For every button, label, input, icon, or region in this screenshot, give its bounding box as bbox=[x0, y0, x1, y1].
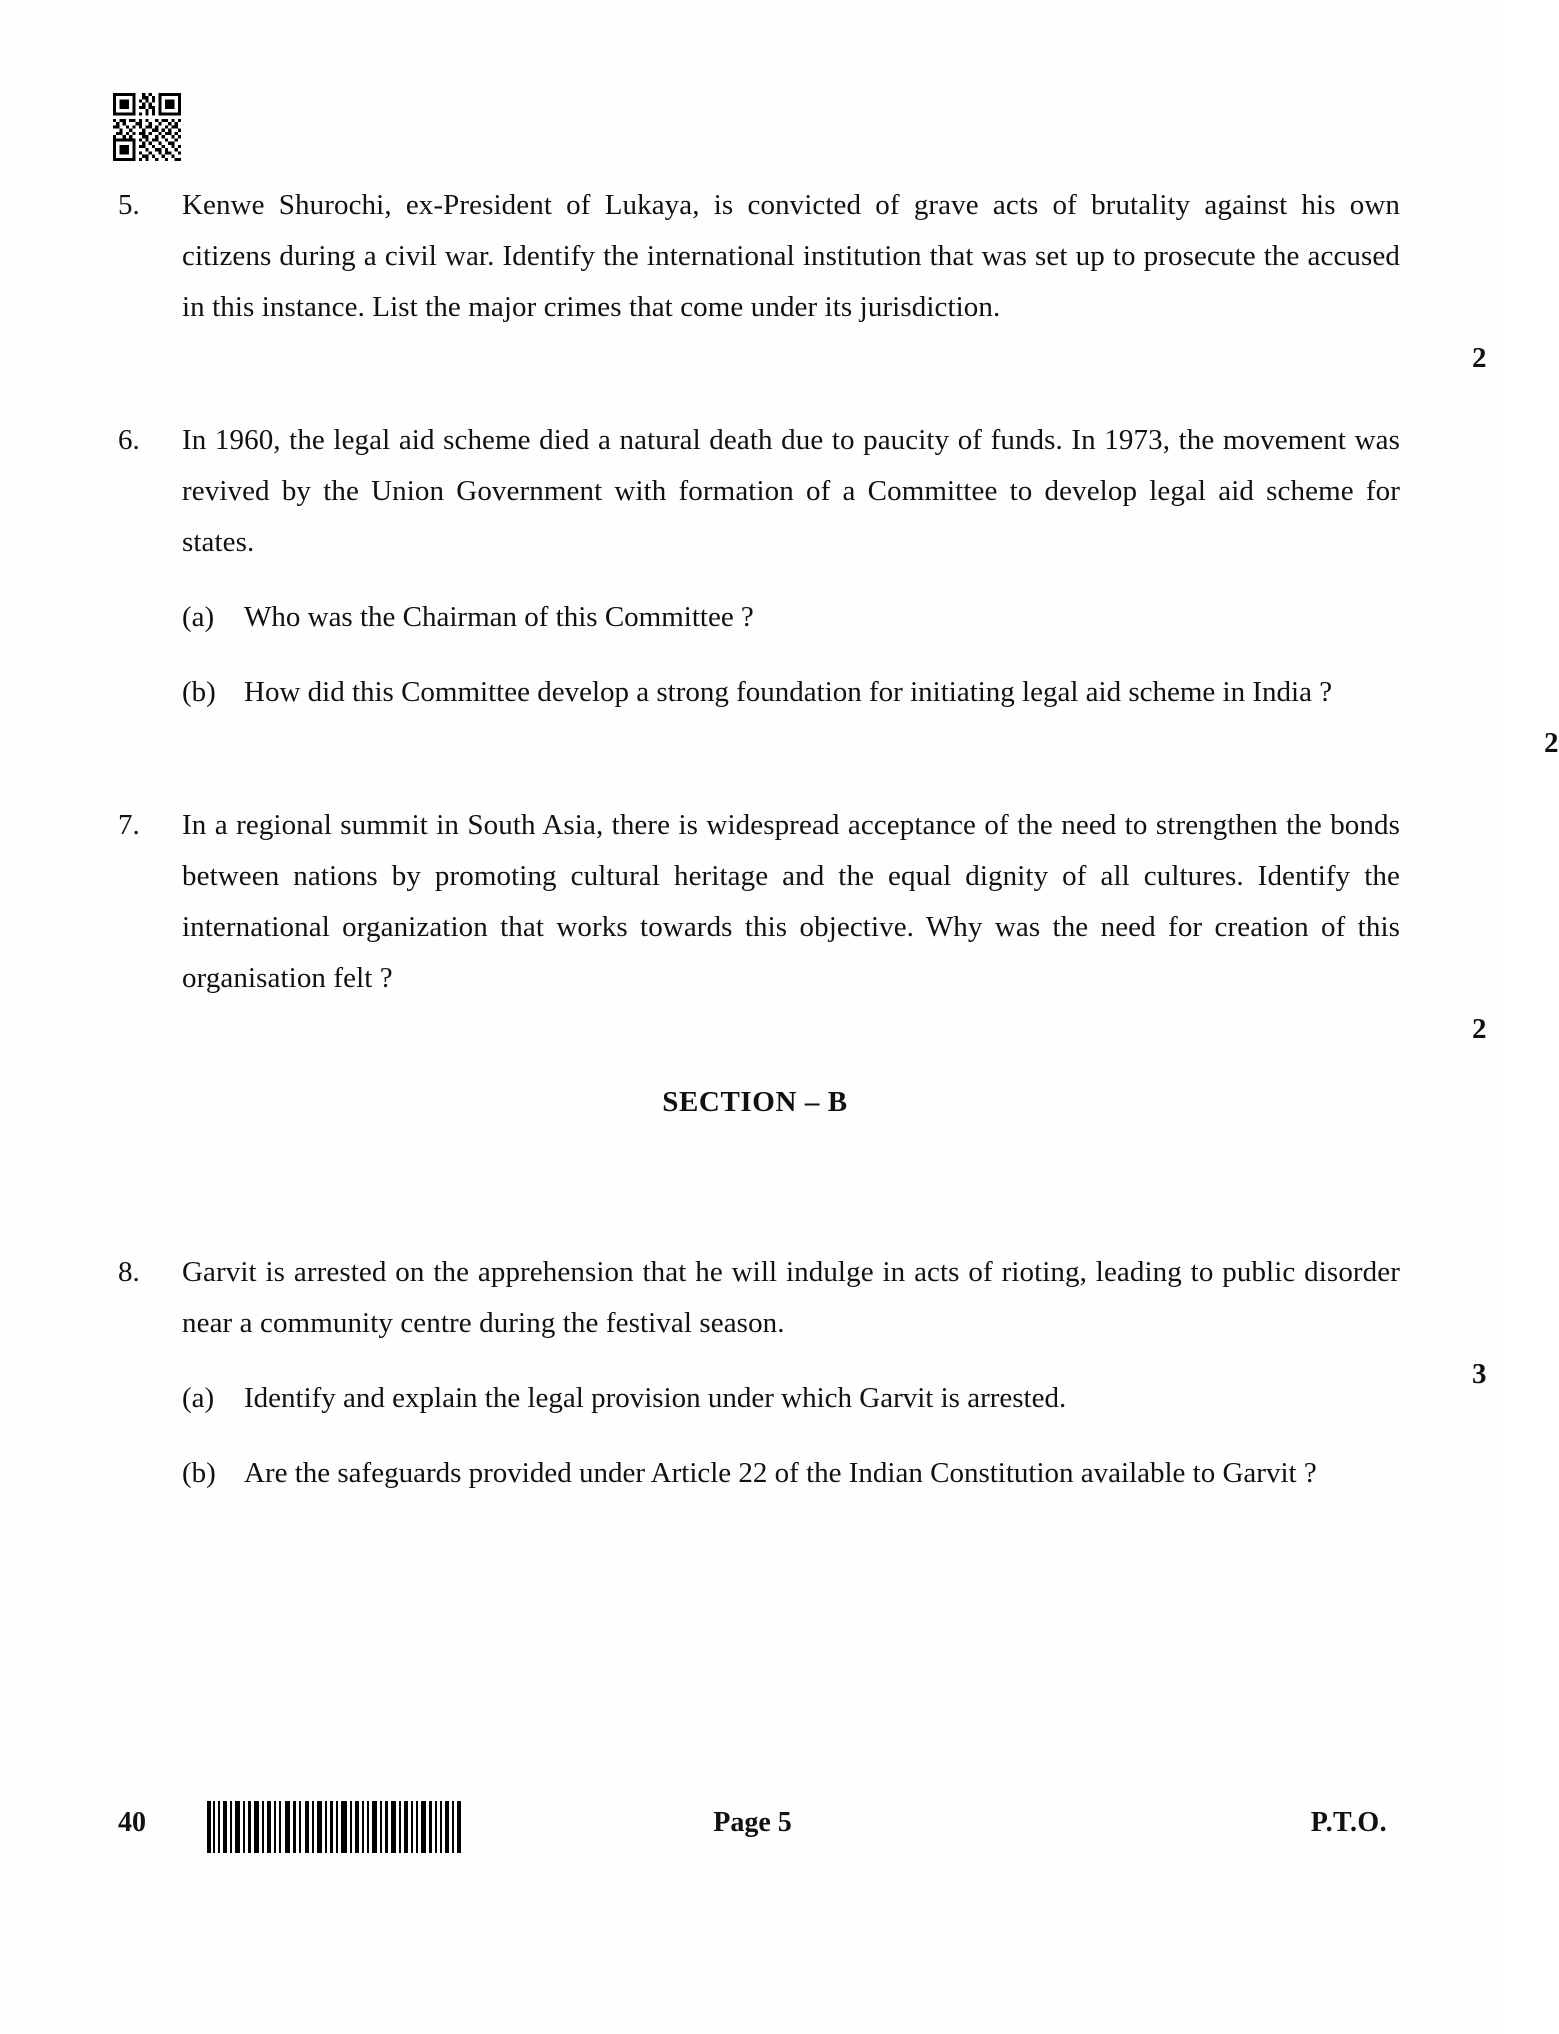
sub-item-text: Identify and explain the legal provision under which Garvit is arrested. bbox=[244, 1382, 1067, 1414]
question-text: In 1960, the legal aid scheme died a natural death due to paucity of funds. In 1973, the movement was revived by the Union Government with formation of a Committee to develop legal aid scheme for states. bbox=[182, 424, 1400, 558]
paper-code: 40 bbox=[118, 1807, 146, 1838]
question-item-5 bbox=[110, 180, 1487, 374]
question-8-sub-b bbox=[182, 1448, 1400, 1499]
spacer bbox=[110, 1201, 1400, 1247]
sub-item-label: (a) bbox=[182, 1382, 215, 1414]
question-marks: 3 bbox=[1472, 1358, 1487, 1390]
sub-item-text: Who was the Chairman of this Committee ? bbox=[244, 601, 754, 633]
sub-item-text: Are the safeguards provided under Article 22 of the Indian Constitution available to Garvit ? bbox=[244, 1457, 1317, 1489]
sub-item-label: (a) bbox=[182, 601, 215, 633]
question-text: Garvit is arrested on the apprehension that he will indulge in acts of rioting, leading to public disorder near a community centre during the festival season. bbox=[182, 1256, 1400, 1339]
spacer bbox=[110, 333, 1400, 415]
question-text: Kenwe Shurochi, ex-President of Lukaya, is convicted of grave acts of brutality against his own citizens during a civil war. Identify the international institution that was set up to prosecute the accused in this instance. List the major crimes that come under its jurisdiction. bbox=[182, 189, 1400, 323]
spacer bbox=[110, 643, 1400, 667]
question-6-sub-a bbox=[182, 592, 1400, 643]
spacer bbox=[110, 1424, 1400, 1448]
sub-item-label: (b) bbox=[182, 1457, 216, 1489]
spacer bbox=[110, 1119, 1400, 1201]
section-heading: SECTION – B bbox=[662, 1086, 848, 1118]
question-marks: 2 bbox=[1472, 342, 1487, 374]
question-item-8 bbox=[110, 1247, 1487, 1390]
questions-container bbox=[110, 180, 1559, 1499]
sub-item-text: How did this Committee develop a strong foundation for initiating legal aid scheme in India ? bbox=[244, 676, 1333, 708]
question-item-6 bbox=[110, 415, 1400, 568]
sub-item-label: (b) bbox=[182, 676, 216, 708]
question-number: 6. bbox=[118, 424, 140, 456]
question-6-sub-b bbox=[182, 667, 1559, 759]
page-number-label: Page 5 bbox=[713, 1807, 792, 1838]
qr-code-icon bbox=[113, 93, 181, 161]
question-item-7 bbox=[110, 800, 1487, 1045]
page-footer bbox=[0, 1795, 1505, 1875]
spacer bbox=[110, 568, 1400, 592]
sub-item-marks: 2 bbox=[1544, 727, 1559, 759]
question-number: 5. bbox=[118, 189, 140, 221]
question-number: 8. bbox=[118, 1256, 140, 1288]
question-number: 7. bbox=[118, 809, 140, 841]
spacer bbox=[110, 1349, 1400, 1373]
spacer bbox=[110, 1004, 1400, 1086]
spacer bbox=[110, 718, 1400, 800]
question-marks: 2 bbox=[1472, 1013, 1487, 1045]
pto-label: P.T.O. bbox=[1310, 1807, 1387, 1838]
question-8-sub-a bbox=[182, 1373, 1400, 1424]
question-text: In a regional summit in South Asia, there is widespread acceptance of the need to strengthen the bonds between nations by promoting cultural heritage and the equal dignity of all cultures. Identify the international organization that works towards this objective. Why was the need for creation of this organisation felt ? bbox=[182, 809, 1400, 994]
